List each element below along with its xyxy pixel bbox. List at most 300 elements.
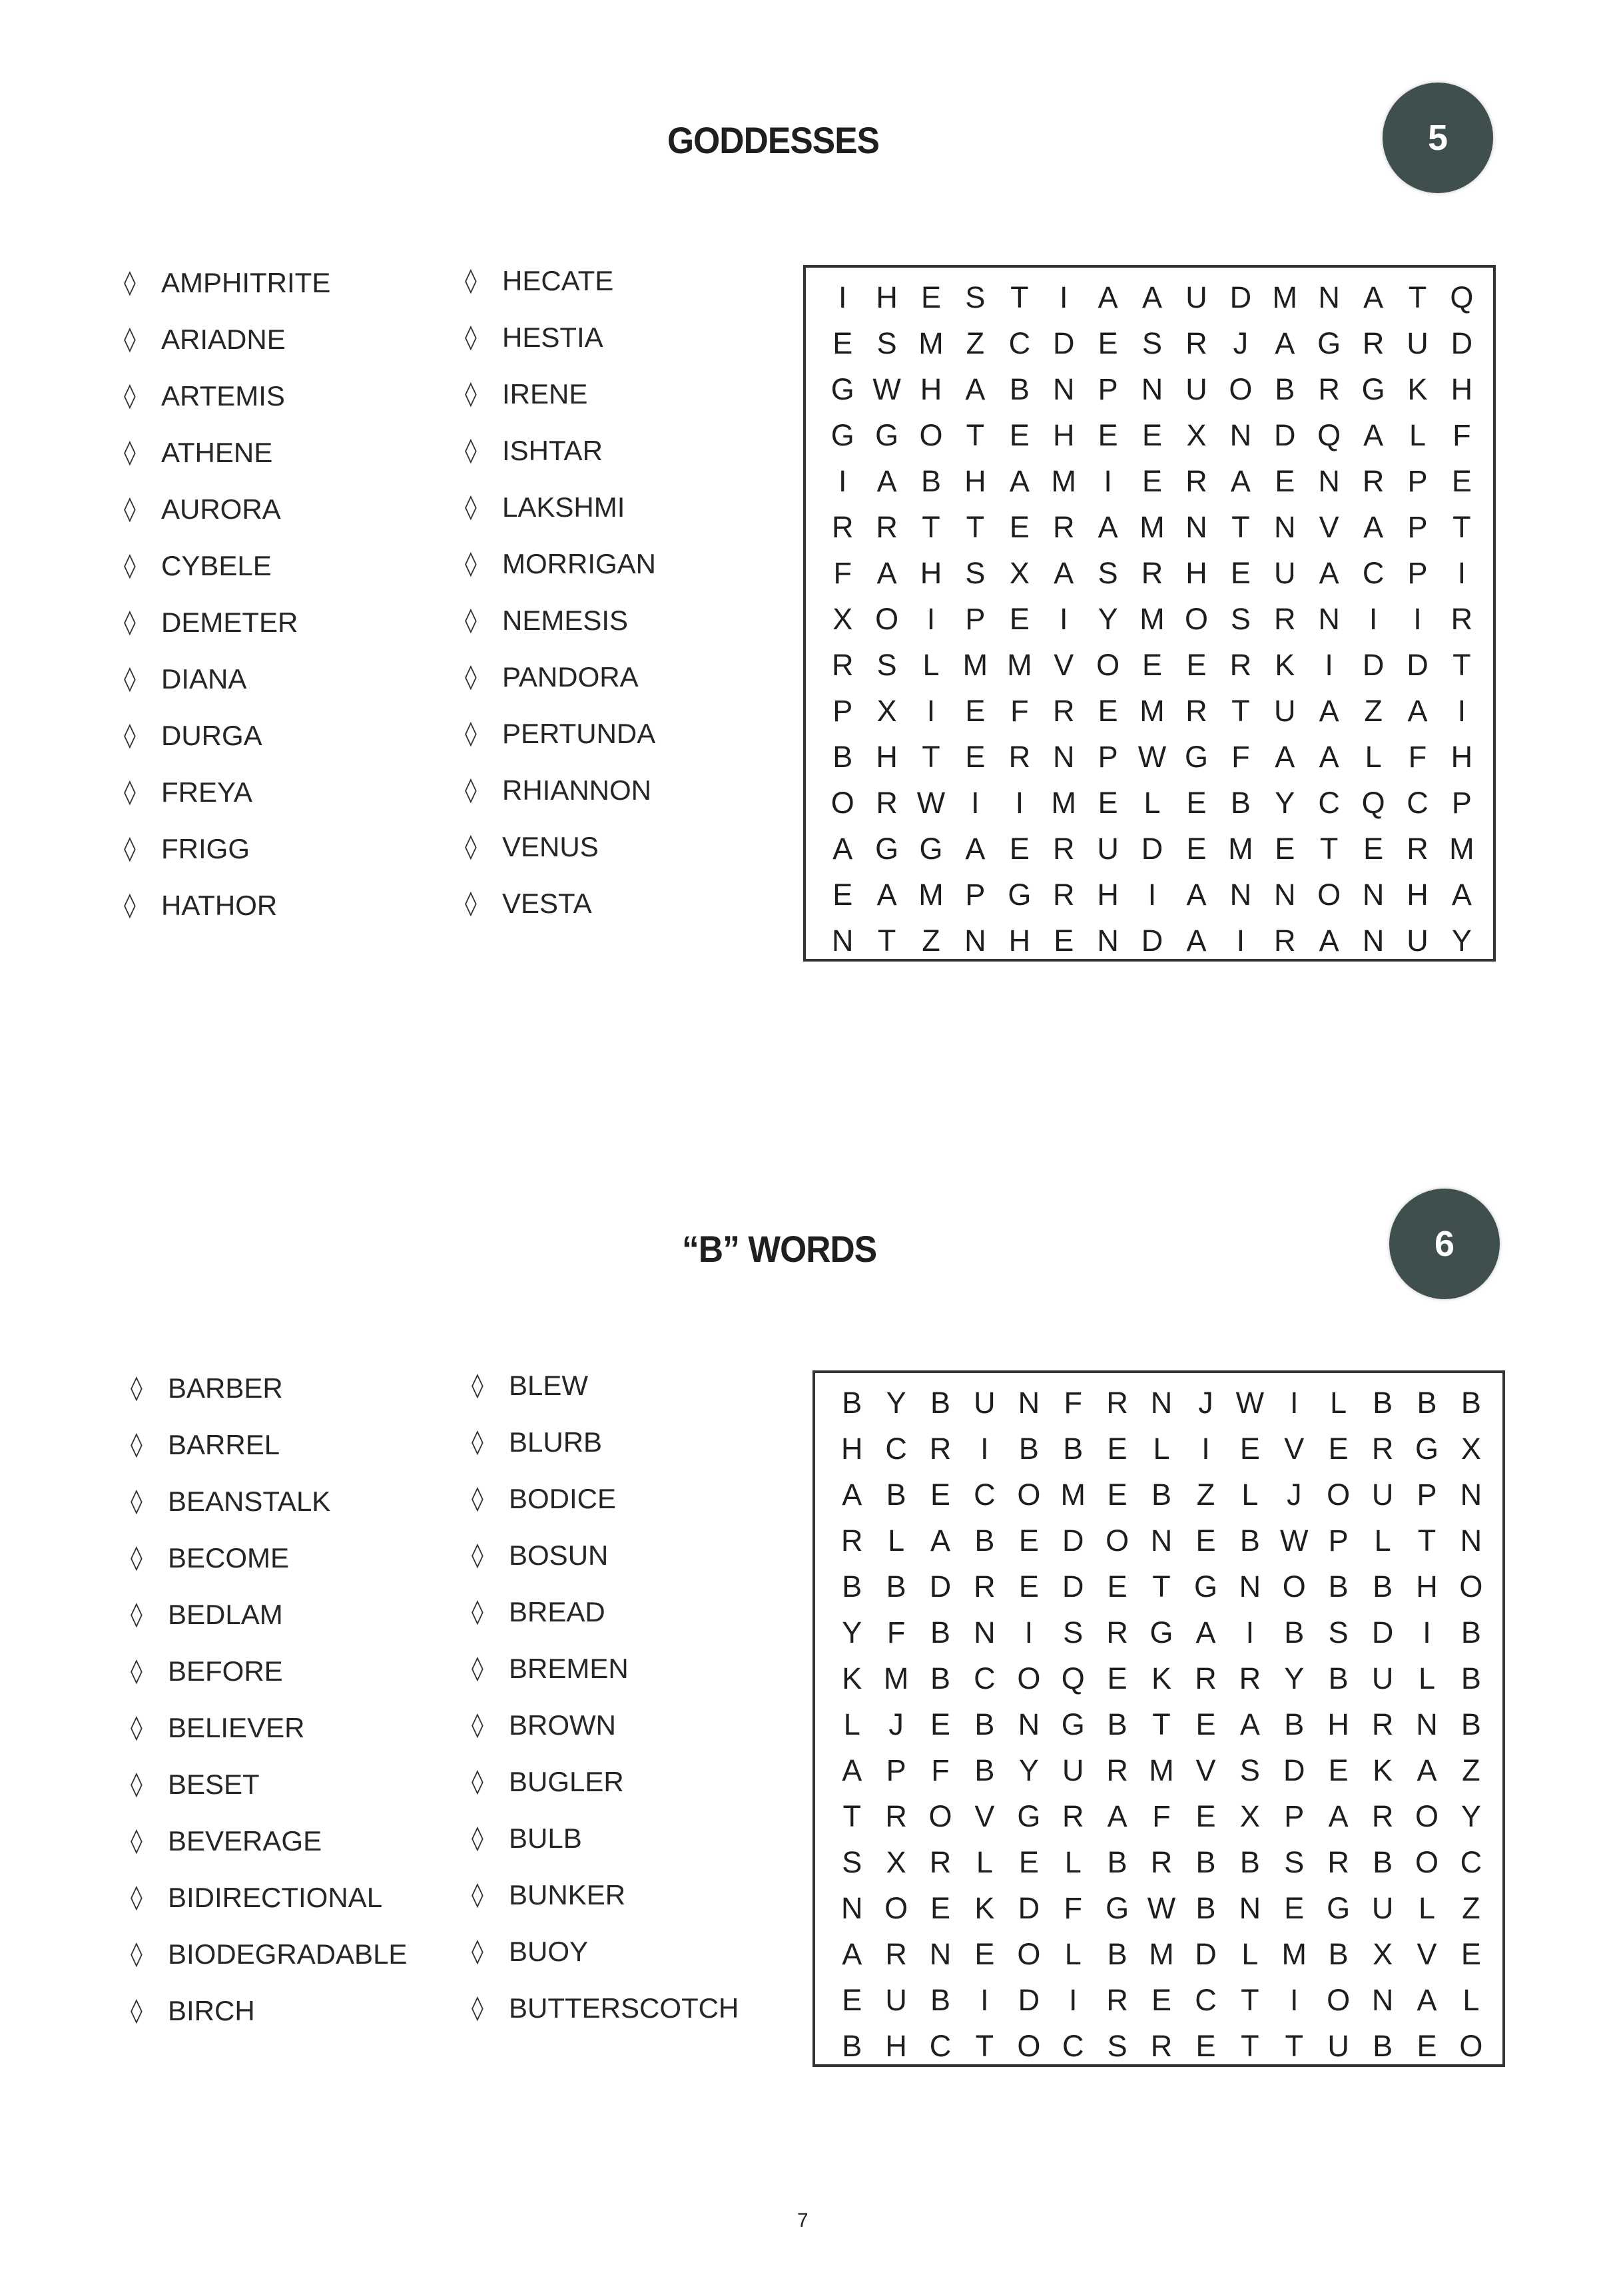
grid-letter: Q (1317, 418, 1341, 452)
grid-letter: J (1198, 1385, 1213, 1420)
grid-letter: W (1235, 1385, 1265, 1420)
grid-letter: A (1009, 463, 1030, 498)
grid-letter: N (1150, 1385, 1173, 1420)
grid-letter: H (1052, 418, 1075, 452)
grid-letter: B (1018, 1431, 1039, 1466)
grid-letter: I (838, 463, 847, 498)
grid-letter: N (1318, 463, 1340, 498)
diamond-bullet-icon: ◊ (124, 778, 136, 806)
grid-letter: R (1185, 693, 1207, 728)
grid-letter: O (928, 1799, 952, 1833)
grid-letter: U (1371, 1477, 1394, 1512)
grid-letter: S (1142, 326, 1163, 360)
diamond-bullet-icon: ◊ (472, 1768, 483, 1795)
grid-letter: W (1280, 1523, 1309, 1558)
grid-letter: E (1107, 1569, 1127, 1603)
grid-row (830, 1701, 1493, 1747)
grid-letter: R (1362, 463, 1385, 498)
grid-letter: Q (1450, 280, 1474, 314)
grid-letter: A (1407, 693, 1428, 728)
grid-letter: O (1327, 1982, 1351, 2017)
grid-row (830, 1655, 1493, 1701)
grid-letter: E (1142, 647, 1163, 682)
grid-letter: S (1098, 555, 1118, 590)
word-list-item (472, 1980, 739, 2036)
diamond-bullet-icon: ◊ (124, 439, 136, 466)
grid-letter: D (1062, 1569, 1084, 1603)
grid-letter: A (930, 1523, 951, 1558)
diamond-bullet-icon: ◊ (465, 663, 477, 691)
grid-row (820, 734, 1484, 780)
word-label: BUTTERSCOTCH (509, 1992, 739, 2024)
diamond-bullet-icon: ◊ (465, 607, 477, 634)
word-list-item (131, 1360, 407, 1416)
grid-row (820, 780, 1484, 826)
grid-letter: Z (1462, 1890, 1480, 1925)
word-list-item (465, 762, 656, 818)
grid-letter: T (1231, 509, 1250, 544)
diamond-bullet-icon: ◊ (465, 437, 477, 464)
grid-letter: R (1450, 601, 1473, 636)
grid-letter: E (1107, 1661, 1127, 1695)
grid-letter: R (929, 1845, 952, 1879)
grid-letter: U (1371, 1661, 1394, 1695)
grid-letter: R (1106, 1753, 1128, 1787)
grid-letter: V (1054, 647, 1074, 682)
grid-letter: R (1274, 923, 1296, 958)
grid-letter: U (974, 1385, 996, 1420)
grid-letter: B (842, 2028, 862, 2063)
grid-letter: T (1452, 509, 1471, 544)
grid-letter: I (1245, 1615, 1255, 1649)
grid-letter: F (931, 1753, 950, 1787)
grid-letter: H (1450, 372, 1473, 406)
grid-letter: G (1327, 1890, 1351, 1925)
grid-letter: A (876, 555, 897, 590)
grid-letter: L (1241, 1936, 1259, 1971)
grid-letter: D (1407, 647, 1429, 682)
grid-letter: I (1059, 280, 1068, 314)
grid-letter: U (1274, 693, 1296, 728)
word-list-item (131, 1982, 407, 2039)
word-label: PANDORA (502, 661, 639, 693)
grid-letter: E (1186, 647, 1207, 682)
grid-letter: E (1009, 418, 1030, 452)
grid-letter: D (1141, 923, 1163, 958)
grid-letter: S (842, 1845, 862, 1879)
grid-letter: N (1052, 372, 1075, 406)
grid-letter: H (920, 372, 942, 406)
grid-letter: L (976, 1845, 993, 1879)
grid-letter: R (1195, 1661, 1217, 1695)
grid-letter: V (1319, 509, 1339, 544)
grid-letter: G (1184, 739, 1208, 774)
diamond-bullet-icon: ◊ (124, 495, 136, 523)
grid-letter: N (1239, 1890, 1261, 1925)
grid-letter: B (1107, 1845, 1127, 1879)
grid-letter: G (1415, 1431, 1439, 1466)
grid-letter: C (929, 2028, 952, 2063)
grid-row (830, 1472, 1493, 1518)
grid-letter: S (1284, 1845, 1305, 1879)
grid-letter: I (1059, 601, 1068, 636)
grid-letter: H (876, 739, 898, 774)
grid-letter: E (1098, 785, 1118, 820)
word-list-item (131, 1869, 407, 1926)
word-label: BROWN (509, 1709, 616, 1741)
grid-letter: U (1371, 1890, 1394, 1925)
grid-letter: N (1185, 509, 1207, 544)
grid-letter: N (831, 923, 854, 958)
grid-letter: O (1415, 1845, 1439, 1879)
grid-letter: B (1284, 1707, 1305, 1741)
word-label: BUGLER (509, 1765, 624, 1797)
grid-letter: I (980, 1982, 989, 2017)
grid-letter: Q (1061, 1661, 1085, 1695)
word-list-item (465, 535, 656, 592)
grid-letter: D (1371, 1615, 1394, 1649)
word-label: ATHENE (161, 436, 273, 468)
grid-letter: E (1186, 831, 1207, 866)
grid-letter: E (1151, 1982, 1172, 2017)
grid-letter: R (1362, 326, 1385, 360)
grid-letter: O (1184, 601, 1208, 636)
grid-letter: A (965, 372, 986, 406)
grid-letter: N (964, 923, 986, 958)
grid-letter: E (1451, 463, 1472, 498)
grid-letter: O (1017, 1661, 1041, 1695)
grid-letter: M (1051, 785, 1076, 820)
grid-letter: R (1052, 693, 1075, 728)
grid-letter: I (1068, 1982, 1078, 2017)
grid-letter: G (1361, 372, 1385, 406)
grid-letter: N (840, 1890, 863, 1925)
grid-letter: O (830, 785, 854, 820)
grid-letter: L (1241, 1477, 1259, 1512)
grid-letter: R (929, 1431, 952, 1466)
grid-letter: R (974, 1569, 996, 1603)
word-label: VENUS (502, 830, 599, 862)
word-list-item (465, 705, 656, 762)
word-label: BIDIRECTIONAL (168, 1881, 383, 1913)
grid-letter: P (1098, 372, 1118, 406)
grid-letter: G (830, 372, 854, 406)
grid-letter: D (1362, 647, 1385, 682)
grid-letter: A (1417, 1982, 1437, 2017)
grid-letter: A (876, 877, 897, 912)
grid-letter: U (885, 1982, 907, 2017)
grid-letter: A (842, 1753, 862, 1787)
grid-letter: W (1147, 1890, 1176, 1925)
word-list-item (131, 1643, 407, 1699)
grid-letter: O (1282, 1569, 1306, 1603)
grid-letter: E (1275, 463, 1295, 498)
diamond-bullet-icon: ◊ (131, 1884, 143, 1911)
word-list-item (131, 1416, 407, 1473)
grid-row (820, 826, 1484, 872)
word-label: BULB (509, 1822, 582, 1854)
diamond-bullet-icon: ◊ (472, 1881, 483, 1908)
grid-letter: R (1371, 1707, 1394, 1741)
word-label: IRENE (502, 378, 588, 410)
grid-letter: R (1052, 877, 1075, 912)
grid-letter: I (971, 785, 980, 820)
grid-letter: X (1373, 1936, 1393, 1971)
grid-letter: B (832, 739, 853, 774)
word-list-item (465, 309, 656, 366)
grid-letter: T (1231, 693, 1250, 728)
grid-letter: I (1457, 693, 1466, 728)
grid-letter: T (877, 923, 896, 958)
grid-letter: H (1185, 555, 1207, 590)
grid-letter: M (1051, 463, 1076, 498)
grid-letter: R (1150, 2028, 1173, 2063)
word-label: ISHTAR (502, 434, 603, 466)
grid-letter: N (1150, 1523, 1173, 1558)
grid-letter: D (1274, 418, 1296, 452)
grid-row (820, 504, 1484, 550)
grid-letter: L (1064, 1936, 1082, 1971)
word-label: ARIADNE (161, 323, 286, 355)
grid-letter: N (1141, 372, 1163, 406)
puzzle-title: GODDESSES (667, 119, 880, 161)
grid-letter: O (1017, 1936, 1041, 1971)
diamond-bullet-icon: ◊ (131, 1488, 143, 1515)
grid-letter: B (1373, 1385, 1393, 1420)
grid-letter: E (842, 1982, 862, 2017)
word-list-item (465, 649, 656, 705)
grid-letter: L (1462, 1982, 1480, 2017)
diamond-bullet-icon: ◊ (472, 1372, 483, 1399)
word-label: ARTEMIS (161, 380, 285, 412)
grid-letter: C (1407, 785, 1429, 820)
grid-letter: X (876, 693, 897, 728)
word-list-item (131, 1699, 407, 1756)
grid-letter: L (1330, 1385, 1347, 1420)
grid-letter: D (1141, 831, 1163, 866)
grid-letter: I (926, 693, 936, 728)
grid-letter: I (1423, 1615, 1431, 1649)
diamond-bullet-icon: ◊ (472, 1938, 483, 1965)
grid-letter: B (1107, 1936, 1127, 1971)
grid-letter: E (1417, 2028, 1437, 2063)
word-list-item (131, 1756, 407, 1813)
grid-letter: I (1236, 923, 1245, 958)
grid-letter: B (1230, 785, 1251, 820)
word-label: BEFORE (168, 1655, 283, 1687)
diamond-bullet-icon: ◊ (124, 722, 136, 749)
diamond-bullet-icon: ◊ (131, 1714, 143, 1741)
grid-row (830, 1839, 1493, 1885)
grid-letter: F (1452, 418, 1471, 452)
grid-letter: A (1328, 1799, 1349, 1833)
grid-letter: E (1018, 1523, 1039, 1558)
grid-letter: M (1139, 693, 1165, 728)
grid-letter: O (1459, 2028, 1483, 2063)
word-list-column-1 (131, 1360, 407, 2039)
grid-letter: R (1052, 509, 1075, 544)
grid-letter: B (930, 1615, 951, 1649)
word-label: BIRCH (168, 1994, 255, 2026)
puzzle-number-badge (1389, 1189, 1500, 1299)
grid-letter: U (1274, 555, 1296, 590)
diamond-bullet-icon: ◊ (131, 1374, 143, 1402)
grid-letter: U (1185, 372, 1207, 406)
grid-letter: W (916, 785, 946, 820)
grid-letter: E (1018, 1569, 1039, 1603)
grid-letter: E (930, 1707, 951, 1741)
grid-letter: E (1328, 1753, 1349, 1787)
grid-letter: B (886, 1569, 906, 1603)
word-label: AMPHITRITE (161, 266, 331, 298)
grid-letter: I (1015, 785, 1024, 820)
grid-letter: E (1284, 1890, 1305, 1925)
diamond-bullet-icon: ◊ (131, 1997, 143, 2024)
grid-letter: D (1062, 1523, 1084, 1558)
grid-letter: D (1052, 326, 1075, 360)
grid-row (830, 1747, 1493, 1793)
grid-letter: A (876, 463, 897, 498)
grid-letter: A (1319, 739, 1339, 774)
grid-letter: A (1142, 280, 1163, 314)
grid-letter: C (1362, 555, 1385, 590)
grid-letter: N (1239, 1569, 1261, 1603)
grid-letter: D (1229, 280, 1252, 314)
grid-letter: Y (1451, 923, 1472, 958)
grid-letter: B (1195, 1890, 1216, 1925)
grid-letter: P (965, 877, 986, 912)
word-label: HECATE (502, 264, 614, 296)
diamond-bullet-icon: ◊ (131, 1657, 143, 1685)
diamond-bullet-icon: ◊ (131, 1827, 143, 1855)
grid-letter: I (1290, 1385, 1299, 1420)
word-label: BEVERAGE (168, 1825, 322, 1857)
grid-letter: A (842, 1936, 862, 1971)
grid-letter: T (966, 418, 985, 452)
grid-letter: B (1107, 1707, 1127, 1741)
grid-row (820, 366, 1484, 412)
puzzle-title: “B” WORDS (682, 1228, 877, 1270)
grid-letter: S (1063, 1615, 1084, 1649)
grid-letter: D (1018, 1890, 1040, 1925)
diamond-bullet-icon: ◊ (124, 665, 136, 693)
grid-letter: P (1451, 785, 1472, 820)
diamond-bullet-icon: ◊ (131, 1940, 143, 1968)
diamond-bullet-icon: ◊ (465, 380, 477, 408)
word-label: DURGA (161, 719, 262, 751)
grid-letter: N (1371, 1982, 1394, 2017)
grid-letter: E (1230, 555, 1251, 590)
grid-letter: R (1106, 1385, 1128, 1420)
grid-row (830, 1609, 1493, 1655)
grid-letter: B (1239, 1845, 1260, 1879)
grid-letter: A (1417, 1753, 1437, 1787)
grid-letter: O (1017, 1477, 1041, 1512)
word-label: BARBER (168, 1372, 283, 1404)
word-label: DIANA (161, 663, 247, 695)
grid-letter: N (1460, 1523, 1482, 1558)
grid-letter: L (1418, 1661, 1435, 1695)
grid-letter: G (919, 831, 943, 866)
grid-letter: H (1008, 923, 1031, 958)
grid-letter: D (1018, 1982, 1040, 2017)
word-label: BUOY (509, 1935, 589, 1967)
grid-letter: E (965, 693, 986, 728)
grid-letter: H (885, 2028, 907, 2063)
grid-letter: E (832, 877, 853, 912)
grid-letter: B (921, 463, 942, 498)
word-list-item (131, 1530, 407, 1586)
diamond-bullet-icon: ◊ (472, 1485, 483, 1512)
grid-row (830, 1793, 1493, 1839)
grid-letter: P (965, 601, 986, 636)
grid-letter: J (1233, 326, 1249, 360)
grid-letter: B (1460, 1661, 1481, 1695)
grid-letter: A (1098, 509, 1118, 544)
word-list-item (124, 707, 330, 764)
grid-letter: T (842, 1799, 861, 1833)
grid-letter: U (1407, 326, 1429, 360)
grid-row (830, 2023, 1493, 2069)
grid-letter: C (1008, 326, 1031, 360)
grid-letter: E (1009, 831, 1030, 866)
grid-letter: R (1239, 1661, 1261, 1695)
diamond-bullet-icon: ◊ (465, 267, 477, 294)
grid-letter: J (1287, 1477, 1302, 1512)
grid-row (820, 642, 1484, 688)
grid-letter: M (1139, 601, 1165, 636)
grid-letter: R (885, 1799, 907, 1833)
grid-letter: B (1328, 1661, 1349, 1695)
grid-letter: N (1318, 601, 1340, 636)
grid-letter: R (1106, 1615, 1128, 1649)
word-list-item (465, 479, 656, 535)
word-label: FREYA (161, 776, 252, 808)
grid-letter: R (1371, 1799, 1394, 1833)
word-label: VESTA (502, 887, 592, 919)
page-number: 7 (797, 2209, 808, 2231)
grid-letter: G (875, 831, 899, 866)
grid-letter: E (1098, 418, 1118, 452)
grid-letter: R (1150, 1845, 1173, 1879)
grid-letter: O (1106, 1523, 1129, 1558)
grid-letter: C (974, 1477, 996, 1512)
word-label: HATHOR (161, 889, 278, 921)
grid-letter: E (1460, 1936, 1481, 1971)
grid-letter: R (1185, 326, 1207, 360)
grid-letter: M (918, 877, 944, 912)
grid-letter: A (842, 1477, 862, 1512)
grid-letter: C (1460, 1845, 1482, 1879)
grid-letter: A (1195, 1615, 1216, 1649)
word-list-item (131, 1926, 407, 1982)
grid-letter: I (926, 601, 936, 636)
grid-letter: E (1107, 1431, 1127, 1466)
word-list-item (124, 764, 330, 820)
grid-letter: I (1147, 877, 1157, 912)
grid-letter: E (921, 280, 942, 314)
grid-letter: U (1097, 831, 1119, 866)
grid-letter: A (1363, 509, 1384, 544)
grid-letter: M (1449, 831, 1474, 866)
grid-letter: H (1097, 877, 1119, 912)
word-list-item (131, 1813, 407, 1869)
grid-letter: B (930, 1661, 951, 1695)
word-list-item (124, 368, 330, 424)
word-label: BREMEN (509, 1652, 629, 1684)
diamond-bullet-icon: ◊ (472, 1598, 483, 1625)
grid-letter: L (922, 647, 940, 682)
